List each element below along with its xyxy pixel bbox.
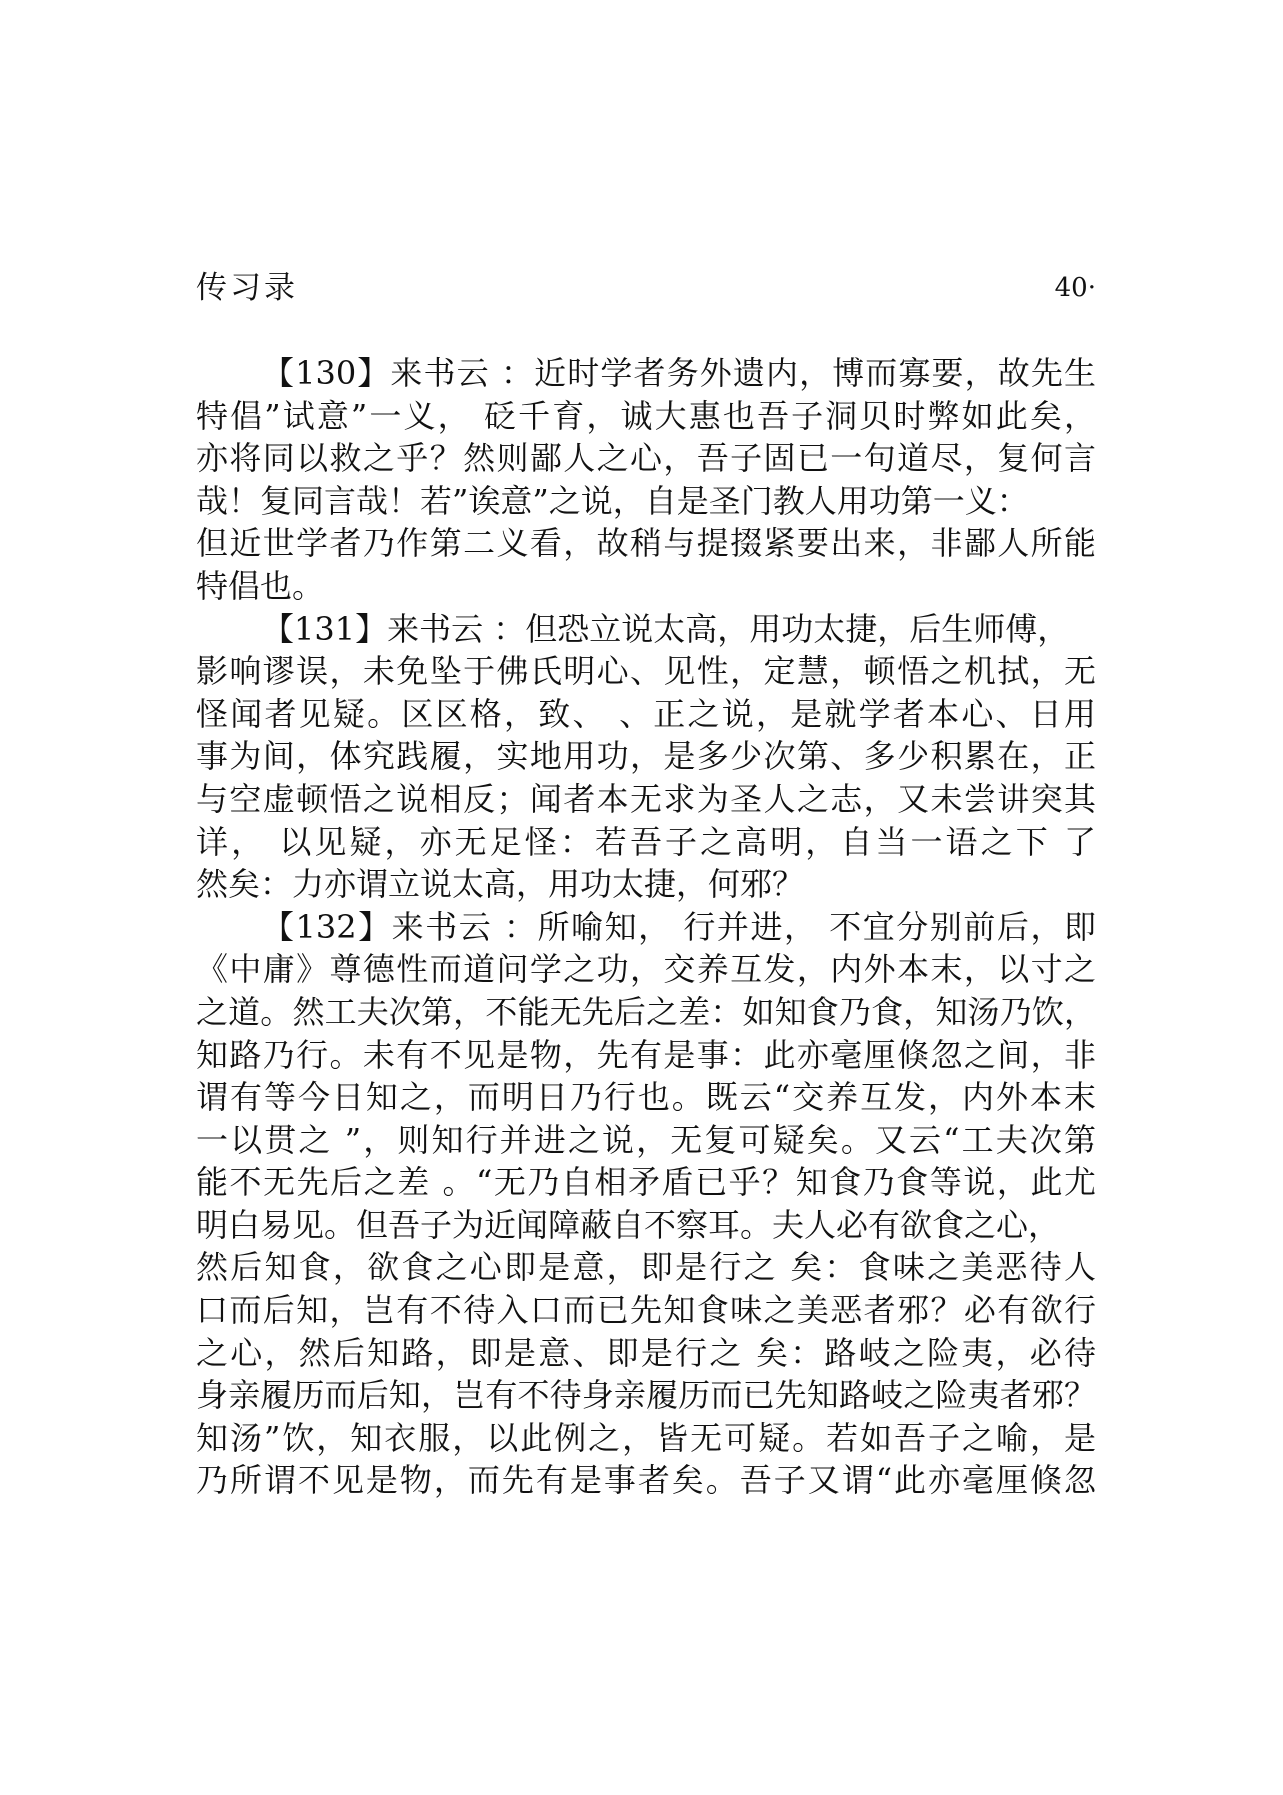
text-line: 知路乃行。未有不见是物，先有是事：此亦毫厘倏忽之间，非 [196, 1035, 1096, 1074]
text-line: 口而后知，岂有不待入口而已先知食味之美恶者邪？必有欲行 [196, 1291, 1096, 1330]
paragraph-130 [196, 352, 1096, 608]
text-line: 身亲履历而后知，岂有不待身亲履历而已先知路岐之险夷者邪？ [196, 1376, 1096, 1415]
text-line: 事为间，体究践履，实地用功，是多少次第、多少积累在，正 [196, 737, 1096, 776]
text-line: 明白易见。但吾子为近闻障蔽自不察耳。夫人必有欲食之心， [196, 1205, 1061, 1244]
text-line: 一以贯之 ”，则知行并进之说，无复可疑矣。又云“工夫次第 [196, 1120, 1096, 1159]
page-header [196, 268, 1096, 318]
text-line: 知汤”饮，知衣服，以此例之，皆无可疑。若如吾子之喻，是 [196, 1418, 1096, 1457]
text-line: 之心，然后知路，即是意、即是行之 矣：路岐之险夷，必待 [196, 1333, 1096, 1372]
text-line: 【130】来书云 ：近时学者务外遗内，博而寡要，故先生 [262, 354, 1096, 392]
text-line: 影响谬误，未免坠于佛氏明心、见性，定慧，顿悟之机拭，无 [196, 652, 1096, 691]
paragraph-131 [196, 608, 1096, 906]
text-line: 但近世学者乃作第二义看，故稍与提掇紧要出来，非鄙人所能 [196, 524, 1096, 563]
text-line: 特倡也。 [196, 566, 325, 605]
text-line: 乃所谓不见是物，而先有是事者矣。吾子又谓“此亦毫厘倏忽 [196, 1461, 1096, 1500]
paragraph-132 [196, 906, 1096, 1502]
page-body [196, 352, 1096, 1502]
text-line: 怪闻者见疑。区区格，致、 、正之说，是就学者本心、日用 [196, 694, 1096, 733]
book-title: 传习录 [196, 270, 298, 306]
text-line: 与空虚顿悟之说相反；闻者本无求为圣人之志，又未尝讲突其 [196, 779, 1096, 818]
text-line: 谓有等今日知之，而明日乃行也。既云“交养互发，内外本末 [196, 1078, 1096, 1117]
text-line: 然后知食，欲食之心即是意，即是行之 矣：食味之美恶待人 [196, 1248, 1096, 1287]
text-line: 【131】来书云 ：但恐立说太高，用功太捷，后生师傅， [262, 609, 1070, 648]
text-line: 【132】来书云 ：所喻知， 行并进， 不宜分别前后，即 [262, 907, 1096, 946]
text-line: 《中庸》尊德性而道问学之功，交养互发，内外本末，以寸之 [196, 950, 1096, 989]
text-line: 之道。然工夫次第，不能无先后之差：如知食乃食，知汤乃饮， [196, 992, 1096, 1031]
text-line: 哉！复同言哉！若”诶意”之说，自是圣门教人用功第一义： [196, 481, 1029, 520]
text-line: 亦将同以救之乎？然则鄙人之心，吾子固已一句道尽，复何言 [196, 439, 1096, 478]
text-line: 能不无先后之差 。“无乃自相矛盾已乎？知食乃食等说，此尤 [196, 1163, 1096, 1202]
text-line: 然矣：力亦谓立说太高，用功太捷，何邪？ [196, 865, 805, 904]
text-line: 特倡”试意”一义， 砭千育，诚大惠也吾子洞贝时弊如此矣， [196, 396, 1096, 435]
text-line: 详， 以见疑，亦无足怪：若吾子之高明，自当一语之下 了 [196, 822, 1096, 861]
page-number: 40· [1054, 273, 1096, 303]
